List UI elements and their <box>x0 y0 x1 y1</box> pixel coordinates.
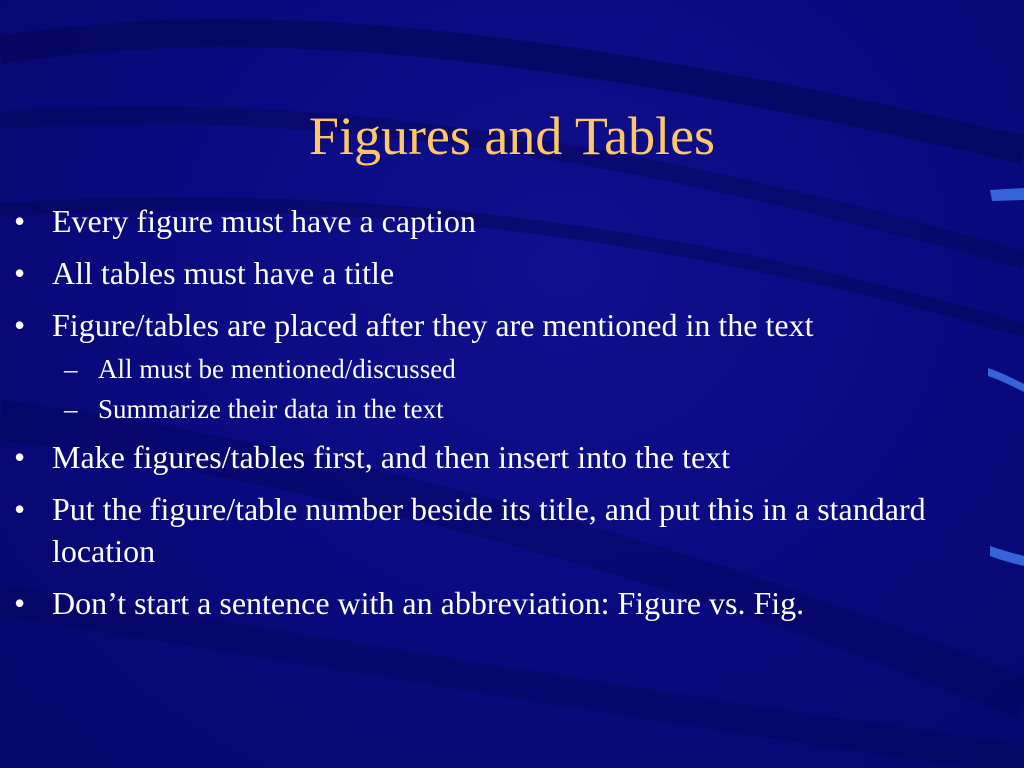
sub-bullet-marker: – <box>64 354 78 384</box>
bullet-text: Every figure must have a caption <box>52 203 476 239</box>
bullet-text: Figure/tables are placed after they are mentioned in the text <box>52 307 814 343</box>
bullet-item <box>14 200 1004 242</box>
sub-bullet-item <box>64 352 1004 386</box>
sub-bullet-list <box>14 352 1004 426</box>
bullet-marker: • <box>14 307 26 343</box>
slide-title: Figures and Tables <box>308 106 716 166</box>
bullet-item <box>14 252 1004 294</box>
bullet-marker: • <box>14 491 26 527</box>
sub-bullet-text: Summarize their data in the text <box>98 394 444 424</box>
bullet-item <box>14 488 1004 572</box>
bullet-text: Put the figure/table number beside its title, and put this in a standard location <box>52 491 926 569</box>
bullet-marker: • <box>14 585 26 621</box>
bullet-text: All tables must have a title <box>52 255 395 291</box>
bullet-text: Make figures/tables first, and then insert into the text <box>52 439 731 475</box>
sub-bullet-marker: – <box>64 394 78 424</box>
bullet-item <box>14 582 1004 624</box>
bullet-item <box>14 436 1004 478</box>
sub-bullet-text: All must be mentioned/discussed <box>98 354 456 384</box>
bullet-item <box>14 304 1004 346</box>
bullet-text: Don’t start a sentence with an abbreviation: Figure vs. Fig. <box>52 585 805 621</box>
bullet-list <box>14 200 1004 634</box>
bullet-marker: • <box>14 255 26 291</box>
bullet-marker: • <box>14 439 26 475</box>
sub-bullet-item <box>64 392 1004 426</box>
bullet-marker: • <box>14 203 26 239</box>
